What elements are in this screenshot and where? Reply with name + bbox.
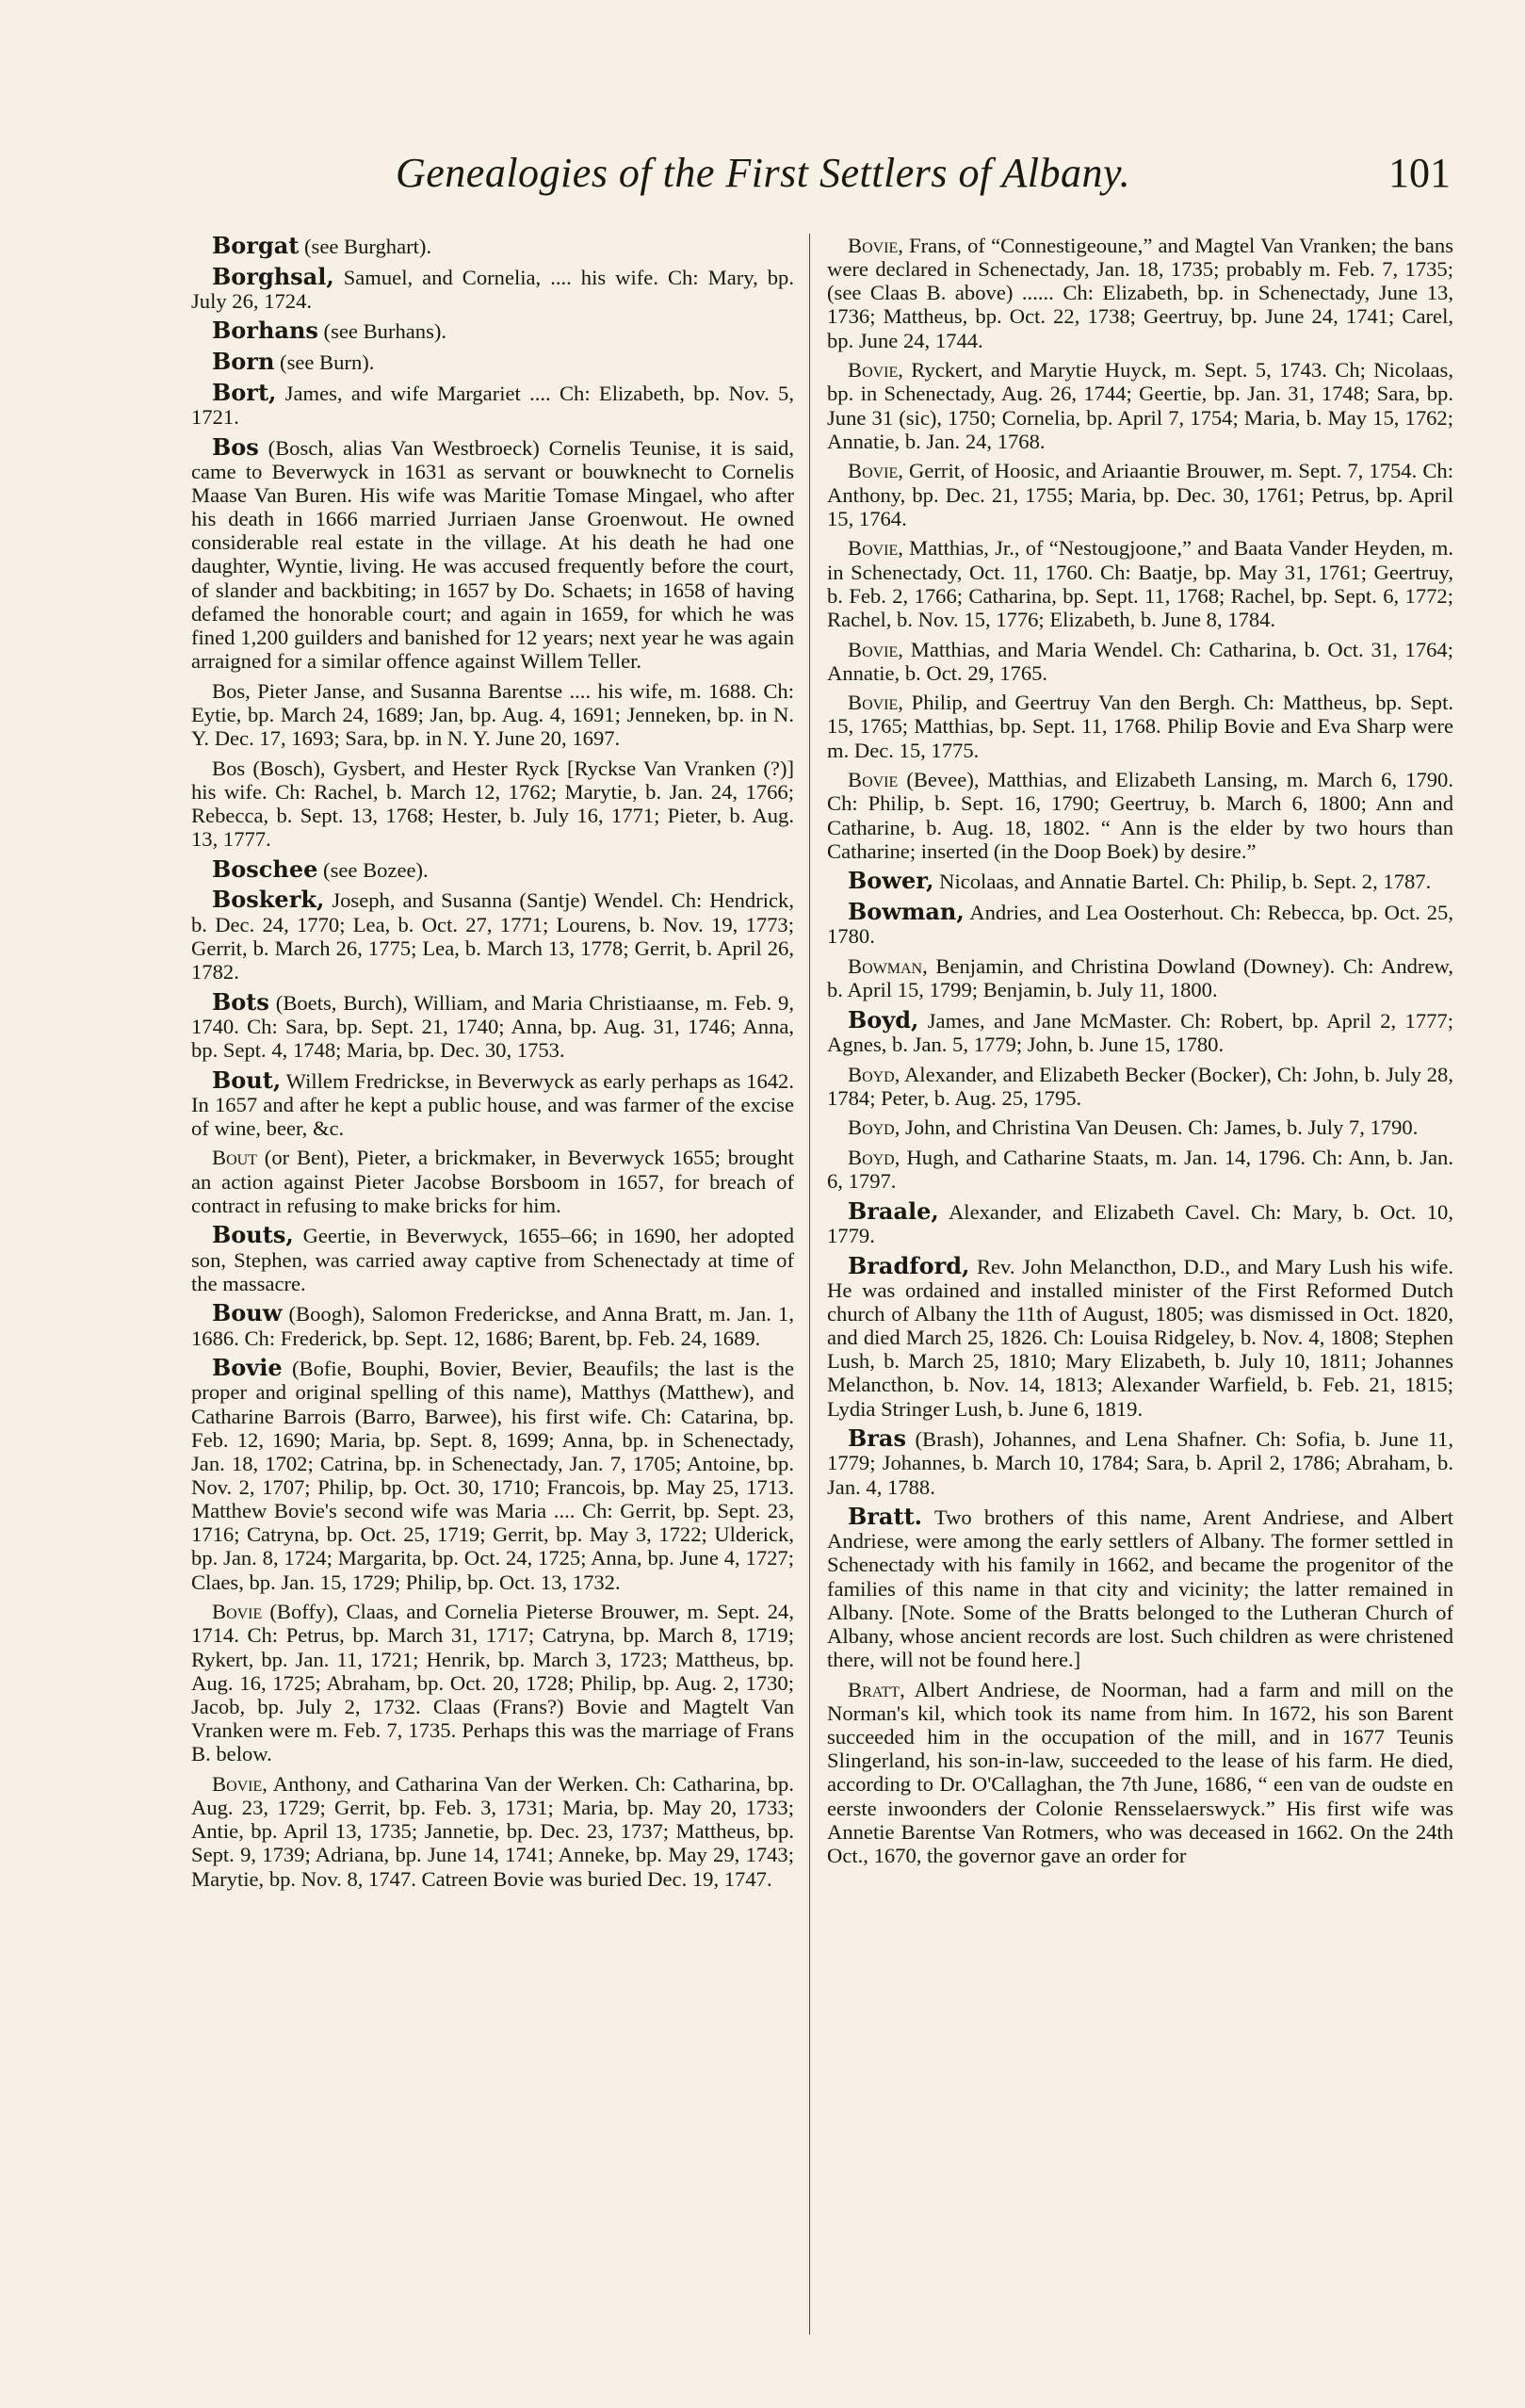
genealogy-entry bbox=[827, 536, 1453, 631]
entry-text: (see Burn). bbox=[274, 350, 375, 375]
entry-text: Andries, and Lea Oosterhout. Ch: Rebecca, bp. Oct. 25, 1780. bbox=[827, 901, 1453, 949]
genealogy-entry bbox=[827, 1115, 1453, 1139]
entry-surname: Bout bbox=[212, 1146, 257, 1170]
entry-text: , Matthias, Jr., of “Nestougjoone,” and Baata Vander Heyden, m. in Schenectady, Oct. 11, 1760. Ch: Baatje, bp. May 31, 1761; Geertruy, b. Feb. 2, 1766; Catharina, bp. Sept. 11, 1768; Rachel, bp. Sept. 6, 1772; Rachel, b. Nov. 15, 1776; Elizabeth, b. June 8, 1784. bbox=[827, 536, 1453, 631]
entry-surname: Bovie bbox=[848, 234, 899, 257]
entry-surname: Bovie bbox=[212, 1771, 263, 1796]
entry-surname-heading: Bowman, bbox=[848, 898, 965, 926]
entry-surname-heading: Bouw bbox=[212, 1299, 283, 1327]
entry-text: , Albert Andriese, de Noorman, had a farm and mill on the Norman's kil, which took its name from him. In 1672, his son Barent succeeded him in the occupation of the mill, and in 1677 Teunis Slingerland, his son-in-law, succeeded to the lease of his farm. He died, according to Dr. O'Callaghan, the 7th June, 1686, “ een van de oudste en eerste inwoonders der Colonie Rensselaerswyck.” His first wife was Annetie Barentse Van Rotmers, who was deceased in 1662. On the 24th Oct., 1670, the governor gave an order for bbox=[827, 1677, 1453, 1867]
genealogy-entry bbox=[827, 1251, 1453, 1421]
entry-surname: Boyd bbox=[848, 1115, 895, 1140]
entry-text: (see Burghart). bbox=[299, 235, 432, 258]
entry-text: (see Burhans). bbox=[317, 319, 447, 344]
entry-text: James, and wife Margariet .... Ch: Elizabeth, bp. Nov. 5, 1721. bbox=[191, 381, 794, 429]
genealogy-entry bbox=[191, 1068, 794, 1140]
entry-text: Joseph, and Susanna (Santje) Wendel. Ch: Hendrick, b. Dec. 24, 1770; Lea, b. Oct. 27, 1771; Lourens, b. Nov. 19, 1773; Gerrit, b. March 26, 1775; Lea, b. March 13, 1778; Gerrit, b. April 26, 1782. bbox=[191, 888, 794, 984]
genealogy-entry bbox=[827, 869, 1453, 893]
entry-surname-heading: Bort, bbox=[212, 378, 277, 406]
column-divider bbox=[809, 234, 810, 2335]
entry-surname: Bovie bbox=[848, 768, 899, 792]
genealogy-entry bbox=[191, 757, 794, 852]
entry-text: (Boffy), Claas, and Cornelia Pieterse Brouwer, m. Sept. 24, 1714. Ch: Petrus, bp. March 31, 1717; Catryna, bp. March 8, 1719; Rykert, bp. Jan. 11, 1721; Henrik, bp. March 3, 1723; Mattheus, bp. Aug. 16, 1725; Abraham, bp. Oct. 20, 1728; Philip, bp. Aug. 2, 1730; Jacob, bp. July 2, 1732. Claas (Frans?) Bovie and Magtelt Van Vranken were m. Feb. 7, 1735. Perhaps this was the marriage of Frans B. below. bbox=[191, 1600, 794, 1766]
genealogy-entry bbox=[827, 1196, 1453, 1247]
entry-text: , Frans, of “Connestigeoune,” and Magtel Van Vranken; the bans were declared in Schenectady, Jan. 18, 1735; probably m. Feb. 7, 1735; (see Claas B. above) ...... Ch: Elizabeth, bp. in Schenectady, June 13, 1736; Mattheus, bp. Oct. 22, 1738; Geertruy, bp. June 24, 1741; Carel, bp. June 24, 1744. bbox=[827, 234, 1453, 352]
entry-surname: Bovie bbox=[848, 637, 899, 661]
entry-text: Nicolaas, and Annatie Bartel. Ch: Philip, b. Sept. 2, 1787. bbox=[933, 870, 1432, 894]
entry-surname: Bovie bbox=[848, 691, 899, 715]
genealogy-entry bbox=[827, 1678, 1453, 1867]
genealogy-entry bbox=[827, 1426, 1453, 1498]
genealogy-entry bbox=[191, 234, 794, 258]
entry-surname-heading: Boschee bbox=[212, 854, 318, 883]
entry-surname-heading: Bras bbox=[848, 1424, 906, 1453]
entry-text: (Bevee), Matthias, and Elizabeth Lansing, m. March 6, 1790. Ch: Philip, b. Sept. 16, 1790; Geertruy, b. March 6, 1800; Ann and Catharine, b. Aug. 18, 1802. “ Ann is the elder by two hours than Catharine; inserted (in the Doop Boek) by desire.” bbox=[827, 768, 1453, 863]
genealogy-entry bbox=[191, 350, 794, 374]
genealogy-entry bbox=[191, 1301, 794, 1349]
entry-surname-heading: Bovie bbox=[212, 1354, 283, 1382]
genealogy-entry bbox=[191, 318, 794, 343]
entry-text: Willem Fredrickse, in Beverwyck as early perhaps as 1642. In 1657 and after he kept a public house, and was farmer of the excise of wine, beer, &c. bbox=[191, 1068, 794, 1140]
entry-text: , Benjamin, and Christina Dowland (Downey). Ch: Andrew, b. April 15, 1799; Benjamin, b. July 11, 1800. bbox=[827, 953, 1453, 1002]
entry-surname-heading: Borhans bbox=[212, 317, 318, 345]
running-head bbox=[396, 141, 1451, 207]
entry-text: , Gerrit, of Hoosic, and Ariaantie Brouwer, m. Sept. 7, 1754. Ch: Anthony, bp. Dec. 21, 1755; Maria, bp. Dec. 30, 1761; Petrus, bp. April 15, 1764. bbox=[827, 459, 1453, 530]
genealogy-entry bbox=[191, 1223, 794, 1294]
entry-surname: Bovie bbox=[848, 459, 899, 483]
genealogy-entry bbox=[827, 900, 1453, 948]
right-column bbox=[827, 234, 1453, 1874]
entry-text: (Bosch, alias Van Westbroeck) Cornelis Teunise, it is said, came to Beverwyck in 1631 as servant or bouwknecht to Cornelis Maase Van Buren. His wife was Maritie Tomase Mingael, who after his death in 1666 married Jurriaen Janse Groenwout. He owned considerable real estate in the village. At his death he had one daughter, Wyntie, living. He was accused frequently before the court, of slander and backbiting; in 1657 by Do. Schaets; in 1658 of having defamed the honorable court; and again in 1659, for which he was fined 1,200 guilders and banished for 12 years; next year he was again arraigned for a similar offence against Willem Teller. bbox=[191, 435, 794, 673]
genealogy-entry bbox=[191, 1356, 794, 1594]
entry-surname-heading: Born bbox=[212, 348, 275, 376]
entry-surname-heading: Bots bbox=[212, 987, 269, 1016]
entry-text: Geertie, in Beverwyck, 1655–66; in 1690, her adopted son, Stephen, was carried away captive from Schenectady at time of the massacre. bbox=[191, 1224, 794, 1295]
genealogy-entry bbox=[827, 768, 1453, 863]
entry-surname-heading: Braale, bbox=[848, 1196, 939, 1225]
entry-surname-heading: Bradford, bbox=[848, 1251, 970, 1279]
entry-surname-heading: Borghsal, bbox=[212, 262, 334, 290]
page-title: Genealogies of the First Settlers of Albany. bbox=[396, 150, 1131, 196]
entry-text: Alexander, and Elizabeth Cavel. Ch: Mary, b. Oct. 10, 1779. bbox=[827, 1199, 1453, 1247]
genealogy-entry bbox=[827, 358, 1453, 453]
genealogy-entry bbox=[827, 638, 1453, 685]
entry-surname-heading: Bouts, bbox=[212, 1221, 294, 1249]
entry-surname-heading: Boyd, bbox=[848, 1005, 919, 1033]
entry-text: , Ryckert, and Marytie Huyck, m. Sept. 5, 1743. Ch; Nicolaas, bp. in Schenectady, Aug. 26, 1744; Geertie, bp. Jan. 31, 1748; Sara, bp. June 31 (sic), 1750; Cornelia, bp. April 7, 1754; Maria, b. May 15, 1762; Annatie, b. Jan. 24, 1768. bbox=[827, 358, 1453, 453]
entry-text: (see Bozee). bbox=[317, 857, 429, 882]
entry-text: Two brothers of this name, Arent Andriese, and Albert Andriese, were among the early settlers of Albany. The former settled in Schenectady with his family in 1662, and became the progenitor of the families of this name in that city and vicinity; the latter remained in Albany. [Note. Some of the Bratts belonged to the Lutheran Church of Albany, whose ancient records are lost. Such children as were christened there, will not be found here.] bbox=[827, 1505, 1453, 1672]
left-column bbox=[191, 234, 794, 1896]
genealogy-entry bbox=[191, 378, 794, 429]
genealogy-entry bbox=[827, 234, 1453, 352]
genealogy-entry bbox=[191, 854, 794, 883]
genealogy-entry bbox=[191, 887, 794, 984]
entry-surname: Bovie bbox=[848, 536, 899, 561]
entry-text: Pieter Janse, and Susanna Barentse .... his wife, m. 1688. Ch: Eytie, bp. March 24, 1689; Jan, bp. Aug. 4, 1691; Jenneken, bp. in N. Y. Dec. 17, 1693; Sara, bp. in N. Y. June 20, 1697. bbox=[191, 678, 794, 750]
genealogy-entry bbox=[827, 954, 1453, 1001]
genealogy-entry bbox=[827, 1005, 1453, 1056]
genealogy-entry bbox=[191, 1600, 794, 1765]
entry-text: (Bofie, Bouphi, Bovier, Bevier, Beaufils; the last is the proper and original spelling of this name), Matthys (Matthew), and Catharine Barrois (Barro, Barwee), his first wife. Ch: Catarina, bp. Feb. 12, 1690; Maria, bp. Sept. 8, 1699; Anna, bp. in Schenectady, Jan. 18, 1702; Catrina, bp. in Schenectady, Jan. 7, 1705; Antoine, bp. Nov. 2, 1707; Philip, bp. Oct. 30, 1710; Francois, bp. May 25, 1713. Matthew Bovie's second wife was Maria .... Ch: Gerrit, bp. Sept. 23, 1716; Catryna, bp. Oct. 25, 1719; Gerrit, bp. May 3, 1722; Ulderick, bp. Jan. 8, 1724; Margarita, bp. Oct. 24, 1725; Anna, bp. June 4, 1727; Claes, bp. Jan. 15, 1729; Philip, bp. Oct. 13, 1732. bbox=[191, 1357, 794, 1594]
genealogy-entry bbox=[191, 1146, 794, 1216]
entry-text: , John, and Christina Van Deusen. Ch: James, b. July 7, 1790. bbox=[894, 1115, 1419, 1140]
entry-surname: Bovie bbox=[212, 1600, 263, 1624]
genealogy-entry bbox=[191, 987, 794, 1062]
entry-surname-heading: Boskerk, bbox=[212, 886, 325, 914]
page-number: 101 bbox=[1388, 150, 1451, 196]
genealogy-entry bbox=[827, 1063, 1453, 1110]
entry-text: Rev. John Melancthon, D.D., and Mary Lush his wife. He was ordained and installed minister of the First Reformed Dutch church of Albany the 11th of August, 1805; was dismissed in Oct. 1820, and died March 25, 1826. Ch: Louisa Ridgeley, b. Nov. 4, 1808; Stephen Lush, b. March 25, 1810; Mary Elizabeth, b. July 10, 1811; Johannes Melancthon, b. Nov. 14, 1813; Alexander Warfield, b. Feb. 21, 1815; Lydia Stringer Lush, b. June 6, 1819. bbox=[827, 1254, 1453, 1421]
entry-text: James, and Jane McMaster. Ch: Robert, bp. April 2, 1777; Agnes, b. Jan. 5, 1779; John, b. June 15, 1780. bbox=[827, 1008, 1453, 1056]
entry-surname: Bratt bbox=[848, 1677, 900, 1701]
entry-surname: Bowman bbox=[848, 953, 923, 978]
entry-text: (Brash), Johannes, and Lena Shafner. Ch: Sofia, b. June 11, 1779; Johannes, b. March 10, 1784; Sara, b. April 2, 1786; Abraham, b. Jan. 4, 1788. bbox=[827, 1427, 1453, 1499]
genealogy-entry bbox=[827, 1505, 1453, 1671]
entry-text: , Philip, and Geertruy Van den Bergh. Ch: Mattheus, bp. Sept. 15, 1765; Matthias, bp. Sept. 11, 1768. Philip Bovie and Eva Sharp were m. Dec. 15, 1775. bbox=[827, 691, 1453, 762]
entry-text: , Matthias, and Maria Wendel. Ch: Catharina, b. Oct. 31, 1764; Annatie, b. Oct. 29, 1765. bbox=[827, 637, 1453, 685]
genealogy-entry bbox=[827, 691, 1453, 761]
genealogy-entry bbox=[191, 679, 794, 750]
entry-text: (Boogh), Salomon Fredericksе, and Anna Bratt, m. Jan. 1, 1686. Ch: Frederick, bp. Sept. 12, 1686; Barent, bp. Feb. 24, 1689. bbox=[191, 1302, 794, 1350]
entry-surname: Boyd bbox=[848, 1145, 895, 1169]
entry-surname-heading: Bos bbox=[212, 432, 259, 461]
entry-surname: Bovie bbox=[848, 358, 899, 382]
entry-text: (Boets, Burch), William, and Maria Christiaanse, m. Feb. 9, 1740. Ch: Sara, bp. Sept. 21, 1740; Anna, bp. Aug. 31, 1746; Anna, bp. Sept. 4, 1748; Maria, bp. Dec. 30, 1753. bbox=[191, 990, 794, 1062]
entry-text: (Bosch), Gysbert, and Hester Ryck [Ryckse Van Vranken (?)] his wife. Ch: Rachel, b. March 12, 1762; Marytie, b. Jan. 24, 1766; Rebecca, b. Sept. 13, 1768; Hester, b. July 16, 1771; Pieter, b. Aug. 13, 1777. bbox=[191, 756, 794, 852]
genealogy-entry bbox=[191, 262, 794, 313]
entry-surname-heading: Bout, bbox=[212, 1066, 282, 1094]
genealogy-entry bbox=[191, 1772, 794, 1891]
genealogy-entry bbox=[827, 1146, 1453, 1193]
genealogy-entry bbox=[191, 432, 794, 674]
entry-text: , Alexander, and Elizabeth Becker (Bocker), Ch: John, b. July 28, 1784; Peter, b. Aug. 25, 1795. bbox=[827, 1062, 1453, 1110]
entry-text: , Anthony, and Catharina Van der Werken. Ch: Catharina, bp. Aug. 23, 1729; Gerrit, bp. Feb. 3, 1731; Maria, bp. May 20, 1733; Antie, bp. April 13, 1735; Jannetie, bp. Dec. 23, 1737; Mattheus, bp. Sept. 9, 1739; Adriana, bp. June 14, 1741; Anneke, bp. May 29, 1743; Marytie, bp. Nov. 8, 1747. Catreen Bovie was buried Dec. 19, 1747. bbox=[191, 1771, 794, 1891]
entry-text: , Hugh, and Catharine Staats, m. Jan. 14, 1796. Ch: Ann, b. Jan. 6, 1797. bbox=[827, 1145, 1453, 1194]
entry-text: (or Bent), Pieter, a brickmaker, in Beverwyck 1655; brought an action against Pieter Jacobse Borsboom in 1657, for breach of contract in refusing to make bricks for him. bbox=[191, 1146, 794, 1217]
entry-surname-heading: Bower, bbox=[848, 867, 934, 895]
entry-surname-heading: Borgat bbox=[212, 232, 300, 259]
entry-surname: Bos, bbox=[212, 678, 251, 703]
genealogy-entry bbox=[827, 459, 1453, 529]
entry-surname-heading: Bratt. bbox=[848, 1503, 923, 1531]
entry-text: Samuel, and Cornelia, .... his wife. Ch: Mary, bp. July 26, 1724. bbox=[191, 265, 794, 313]
entry-surname: Boyd bbox=[848, 1062, 895, 1086]
entry-surname: Bos bbox=[212, 756, 246, 780]
